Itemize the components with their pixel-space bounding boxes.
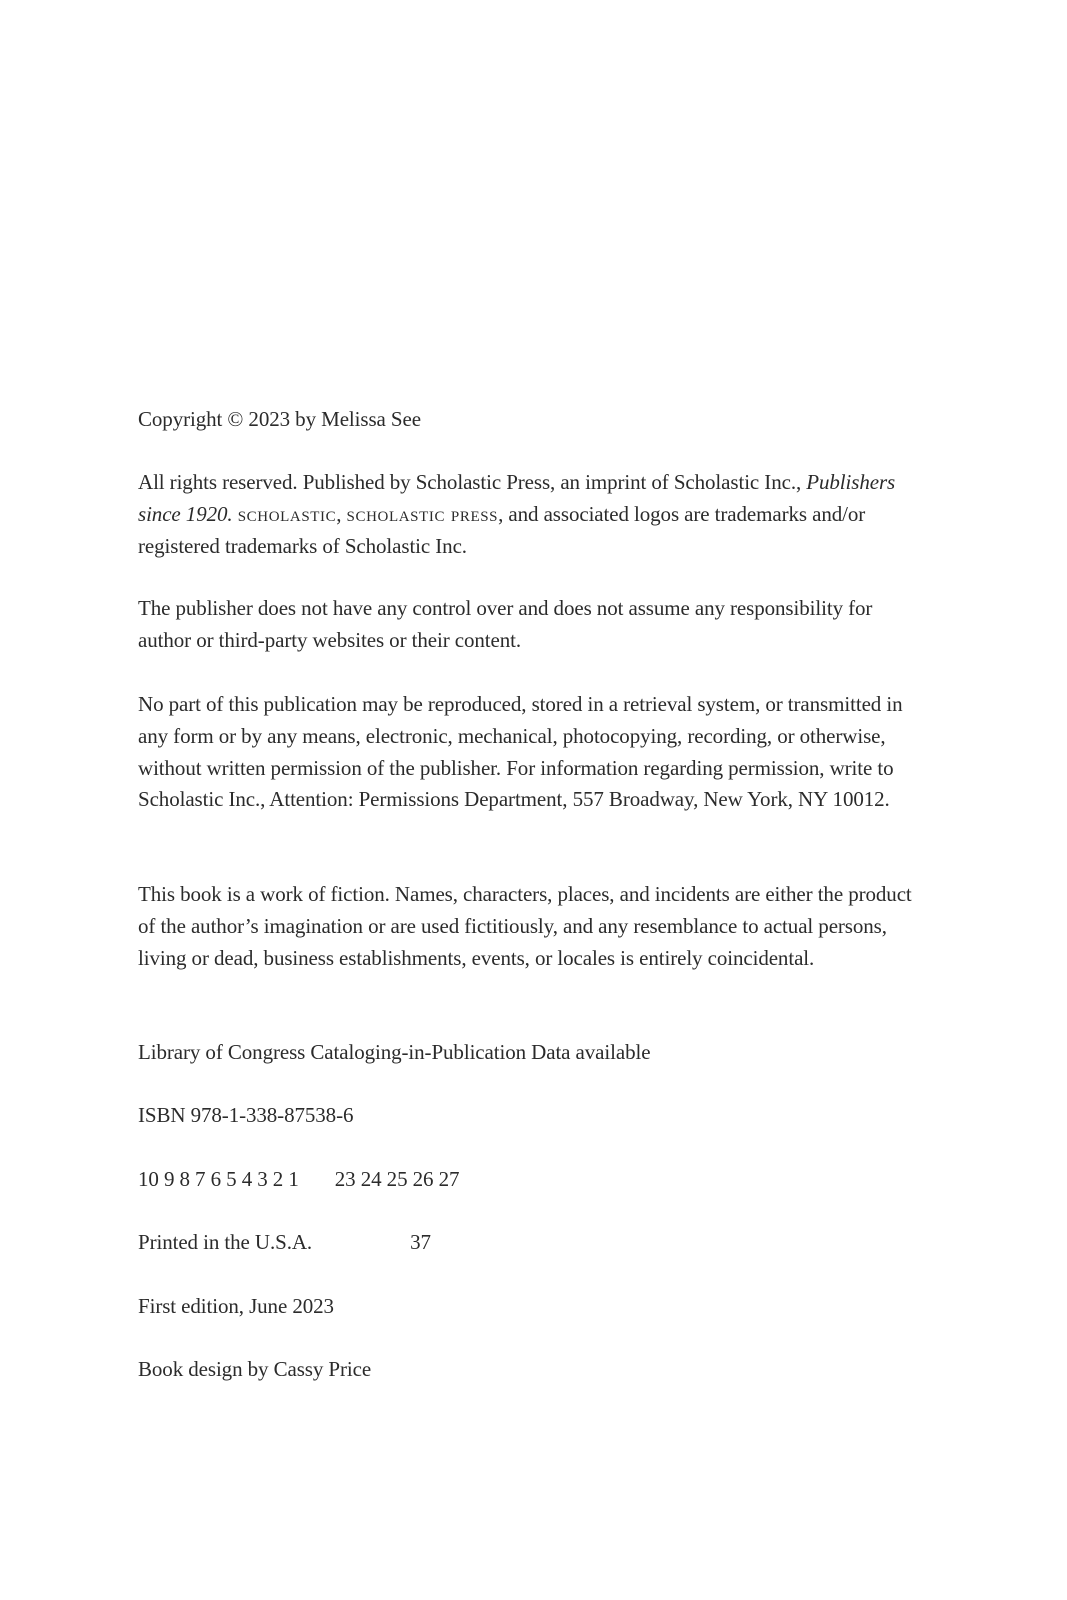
trademark-scholastic-press: scholastic press	[346, 501, 499, 526]
copyright-line: Copyright © 2023 by Melissa See	[138, 407, 421, 431]
printing-number-line: 10 9 8 7 6 5 4 3 2 1	[138, 1167, 299, 1191]
cip-line: Library of Congress Cataloging-in-Publication Data available	[138, 1040, 651, 1064]
isbn-line: ISBN 978-1-338-87538-6	[138, 1103, 354, 1127]
printer-code: 37	[410, 1230, 431, 1254]
reproduction-paragraph: No part of this publication may be reproduced, stored in a retrieval system, or transmitted in any form or by any means, electronic, mechanical, photocopying, recording, or otherwise, without written permission of the publisher. For information regarding permission, write to Scholastic Inc., Attention: Permissions Department, 557 Broadway, New York, NY 10012.	[138, 692, 903, 812]
rights-paragraph	[138, 467, 928, 562]
trademark-separator: ,	[336, 501, 347, 526]
edition-line: First edition, June 2023	[138, 1294, 334, 1318]
printed-in-text: Printed in the U.S.A.	[138, 1230, 313, 1254]
print-line	[138, 1164, 928, 1196]
disclaimer-paragraph: The publisher does not have any control over and does not assume any responsibility for author or third-party websites or their content.	[138, 596, 873, 652]
printed-line	[138, 1227, 928, 1259]
printing-year-line: 23 24 25 26 27	[334, 1167, 460, 1191]
trademark-scholastic: scholastic	[237, 501, 337, 526]
rights-text: All rights reserved. Published by Scholastic Press, an imprint of Scholastic Inc.,	[138, 470, 802, 494]
trademark-text: , and associated logos are trademarks and/or registered trademarks of Scholastic Inc.	[138, 501, 866, 558]
publisher-motto: Publishers since 1920.	[138, 470, 896, 526]
fiction-notice-paragraph: This book is a work of fiction. Names, characters, places, and incidents are either the product of the author’s imagination or are used fictitiously, and any resemblance to actual persons, living or dead, business establishments, events, or locales is entirely coincidental.	[138, 882, 912, 970]
design-credit: Book design by Cassy Price	[138, 1357, 372, 1381]
